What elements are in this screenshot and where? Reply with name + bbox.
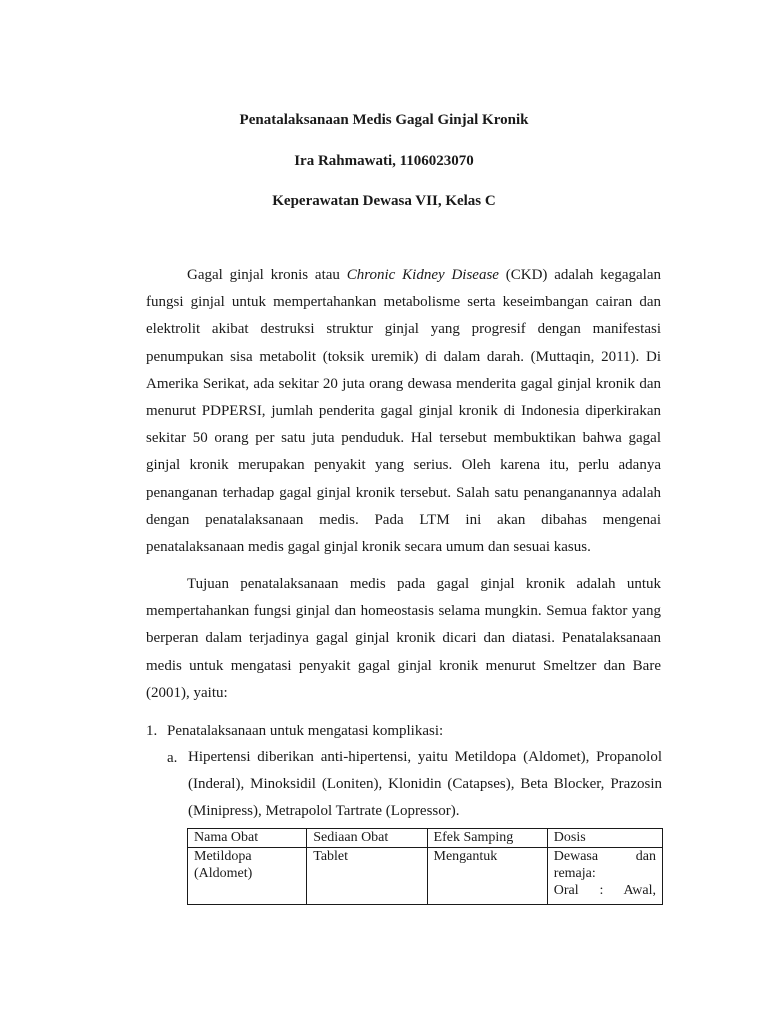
column-header-form: Sediaan Obat [307, 829, 427, 848]
paragraph-goals: Tujuan penatalaksanaan medis pada gagal ginjal kronik adalah untuk mempertahankan fungsi ginjal dan homeostasis selama mungkin. Semua faktor yang berperan dalam terjadinya gagal ginjal kronik dicari dan diatasi. Penatalaksanaan medis untuk mengatasi penyakit gagal ginjal kronik menurut Smeltzer dan Bare (2001), yaitu: [146, 576, 661, 701]
paragraph-intro [146, 262, 661, 561]
column-header-name: Nama Obat [188, 829, 307, 848]
author-line: Ira Rahmawati, 1106023070 [294, 153, 474, 169]
paragraph-intro-start: Gagal ginjal kronis atau [187, 267, 347, 283]
ckd-term: Chronic Kidney Disease [346, 267, 499, 283]
cell-dose [547, 848, 662, 905]
column-header-dose: Dosis [547, 829, 662, 848]
list-item-a: Hipertensi diberikan anti-hipertensi, yaitu Metildopa (Aldomet), Propanolol (Inderal), Minoksidil (Loniten), Klonidin (Catapses), Beta Blocker, Prazosin (Minipress), Metrapolol Tartrate (Lopressor). [188, 749, 662, 819]
dose-line-2: remaja: [553, 866, 596, 881]
dose-line-3: Oral : Awal, [553, 883, 656, 898]
cell-drug-form: Tablet [307, 848, 427, 905]
column-header-side-effect: Efek Samping [427, 829, 547, 848]
list-number-1: 1. [146, 723, 158, 739]
cell-side-effect: Mengantuk [427, 848, 547, 905]
drug-table [187, 828, 663, 905]
document-title: Penatalaksanaan Medis Gagal Ginjal Kronik [239, 112, 529, 128]
list-item-1: Penatalaksanaan untuk mengatasi komplikasi: [167, 723, 444, 739]
dose-line-1: Dewasa dan [553, 849, 656, 864]
paragraph-intro-rest: (CKD) adalah kegagalan fungsi ginjal untuk mempertahankan metabolisme serta keseimbangan cairan dan elektrolit akibat destruksi struktur ginjal yang progresif dengan manifestasi penumpukan sisa metabolit (toksik uremik) di dalam darah. (Muttaqin, 2011). Di Amerika Serikat, ada sekitar 20 juta orang dewasa menderita gagal ginjal kronik dan menurut PDPERSI, jumlah penderita gagal ginjal kronik di Indonesia diperkirakan sekitar 50 orang per satu juta penduduk. Hal tersebut membuktikan bahwa gagal ginjal kronik merupakan penyakit yang serius. Oleh karena itu, perlu adanya penanganan terhadap gagal ginjal kronik tersebut. Salah satu penanganannya adalah dengan penatalaksanaan medis. Pada LTM ini akan dibahas mengenai penatalaksanaan medis gagal ginjal kronik secara umum dan sesuai kasus. [146, 267, 661, 556]
table-row [188, 848, 663, 905]
list-letter-a: a. [167, 750, 178, 766]
cell-drug-name: Metildopa (Aldomet) [188, 848, 307, 905]
course-line: Keperawatan Dewasa VII, Kelas C [272, 193, 496, 209]
table-header-row [188, 829, 663, 848]
